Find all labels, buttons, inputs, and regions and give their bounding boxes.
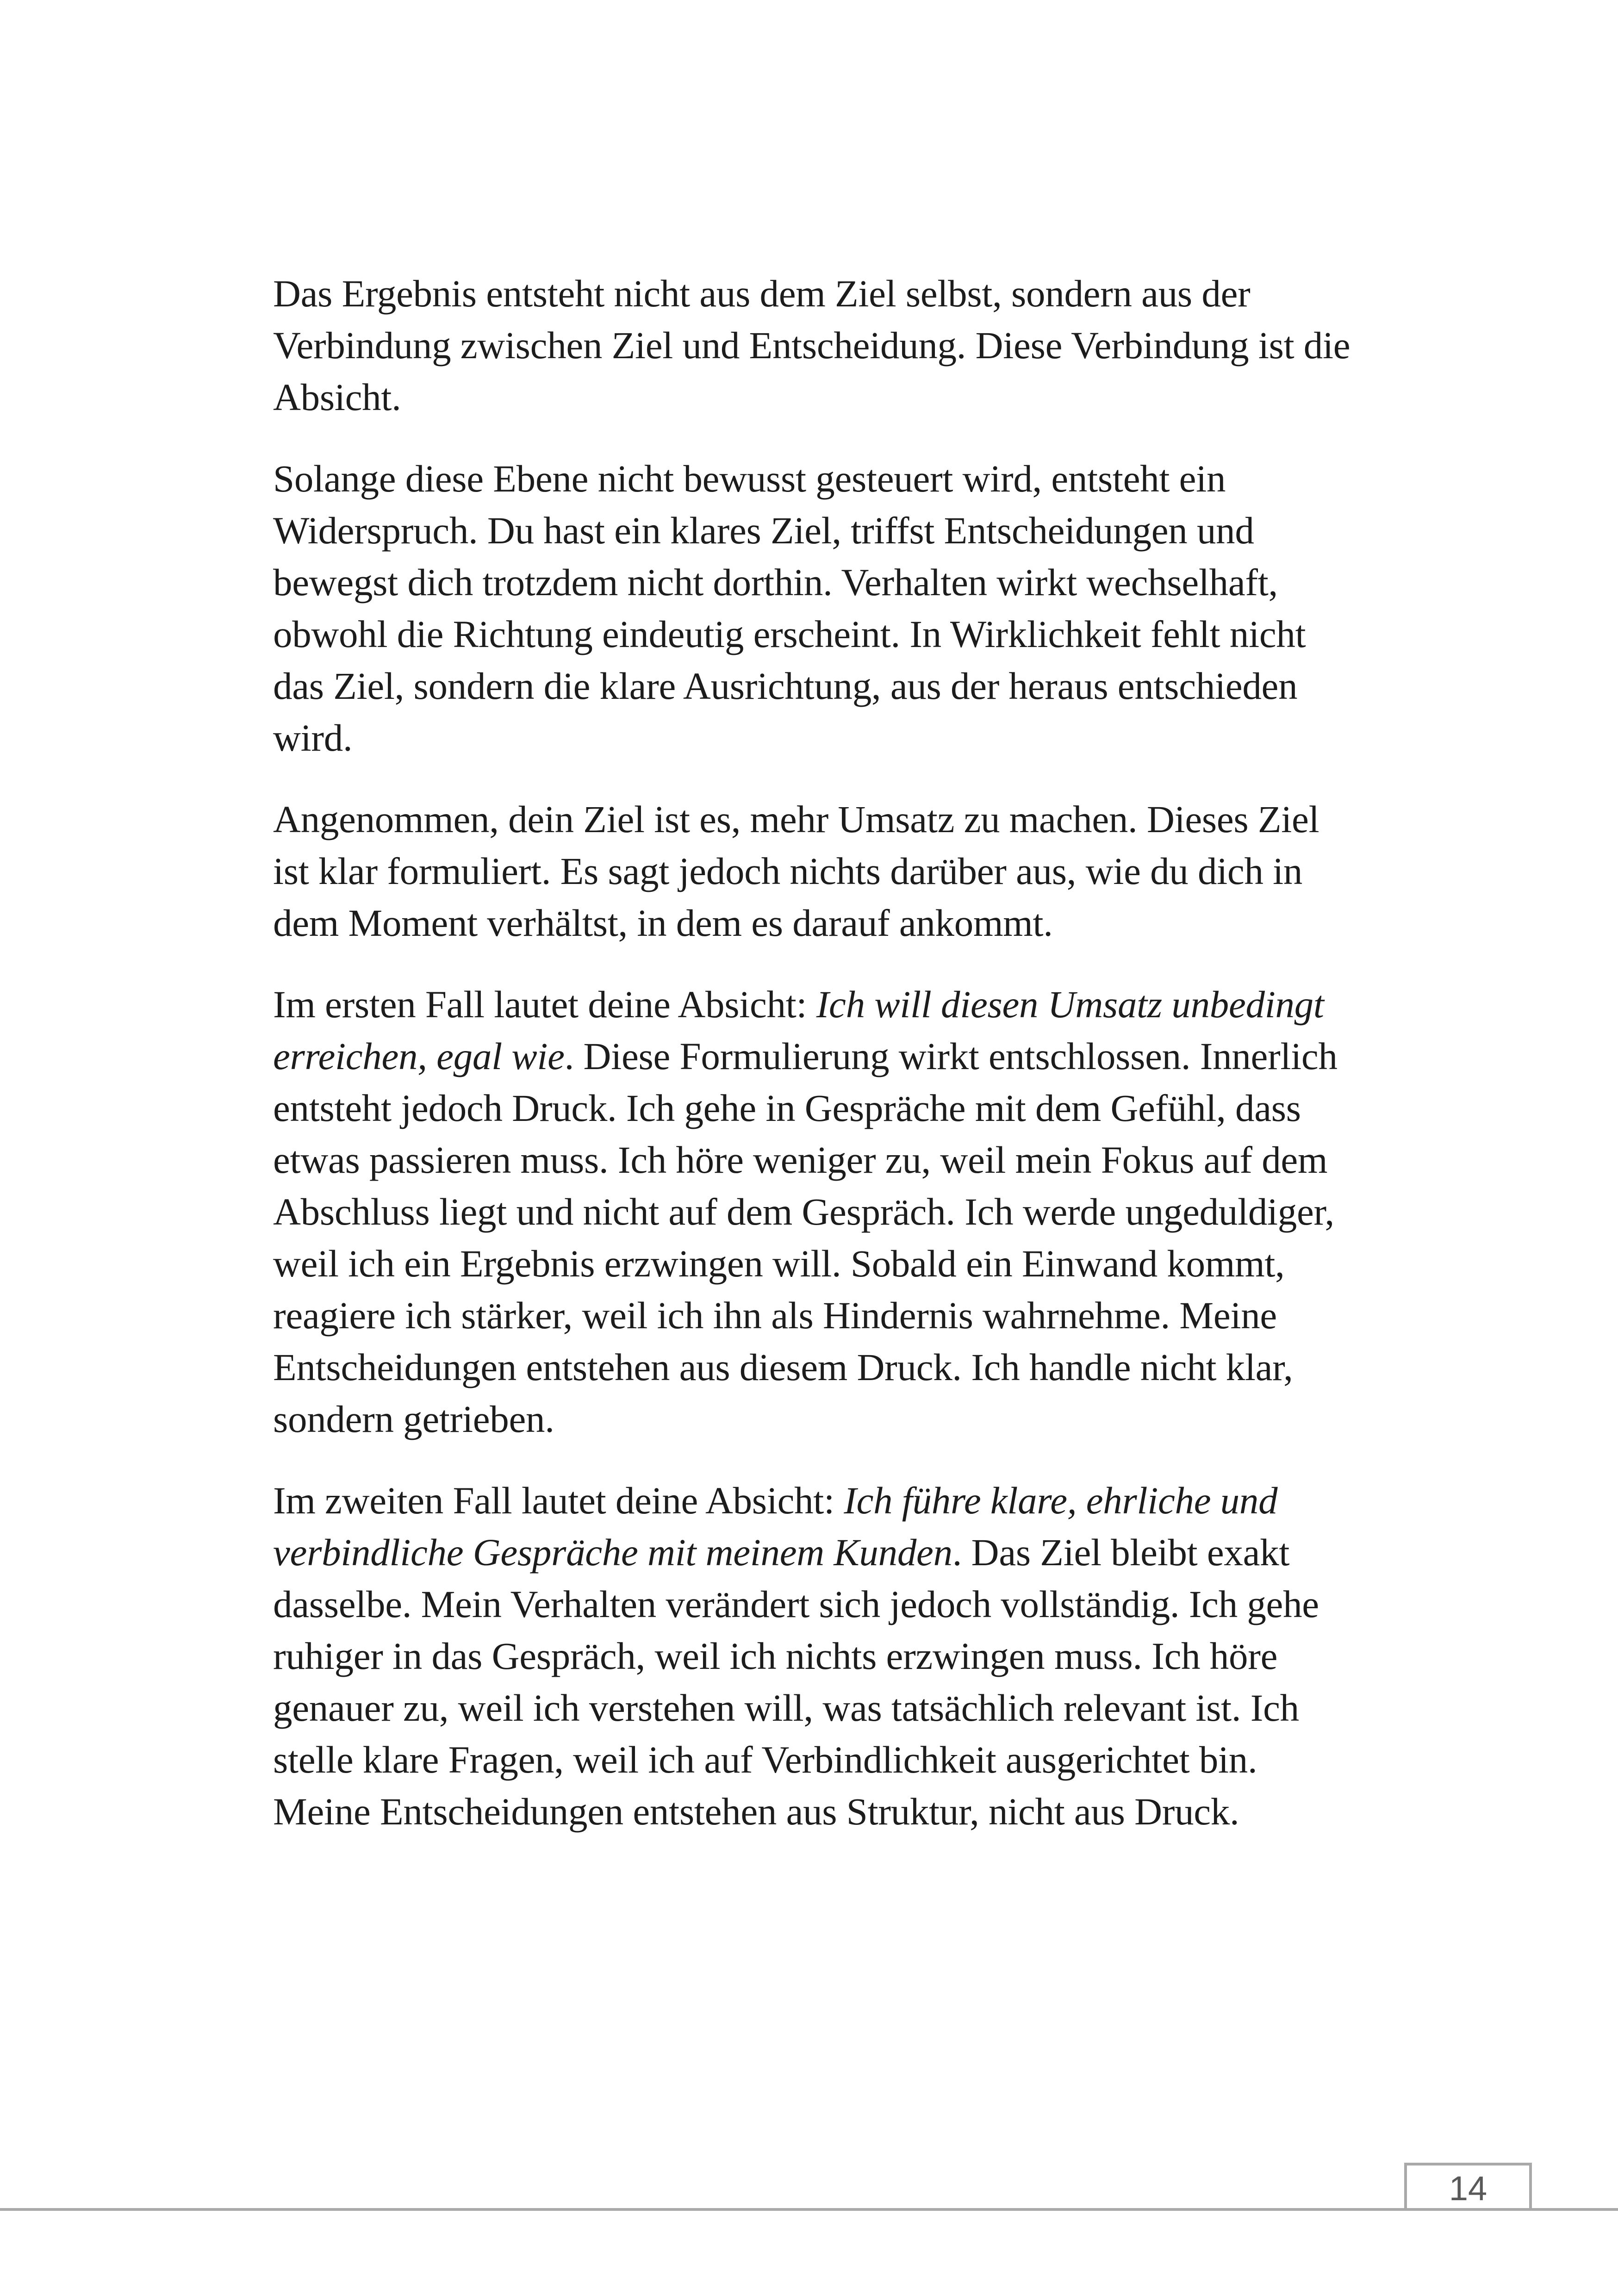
paragraph-2 xyxy=(273,453,1351,764)
page-number: 14 xyxy=(1449,2169,1487,2208)
paragraph-5-body: . Das Ziel bleibt exakt dasselbe. Mein Verhalten verändert sich jedoch vollständig. Ich gehe ruhiger in das Gespräch, weil ich nichts erzwingen muss. Ich höre genauer zu, weil ich verstehen will, was tatsächlich relevant ist. Ich stelle klare Fragen, weil ich auf Verbindlichkeit ausgerichtet bin. Meine Entscheidungen entstehen aus Struktur, nicht aus Druck. xyxy=(273,1531,1319,1833)
paragraph-4-intro: Im ersten Fall lautet deine Absicht: xyxy=(273,983,816,1026)
paragraph-2-text: Solange diese Ebene nicht bewusst gesteuert wird, entsteht ein Widerspruch. Du hast ein klares Ziel, triffst Entscheidungen und bewegst dich trotzdem nicht dorthin. Verhalten wirkt wechselhaft, obwohl die Richtung eindeutig erscheint. In Wirklichkeit fehlt nicht das Ziel, sondern die klare Ausrichtung, aus der heraus entschieden wird. xyxy=(273,457,1306,759)
paragraph-1 xyxy=(273,268,1351,423)
paragraph-5-intention-italic: Ich führe klare, ehrliche und verbindliche Gespräche mit meinem Kunden xyxy=(273,1479,1278,1574)
page-number-box xyxy=(1404,2163,1532,2208)
paragraph-5 xyxy=(273,1475,1351,1837)
footer-rule xyxy=(0,2208,1618,2211)
body-text xyxy=(273,268,1351,1837)
paragraph-3 xyxy=(273,793,1351,949)
paragraph-1-text: Das Ergebnis entsteht nicht aus dem Ziel selbst, sondern aus der Verbindung zwischen Ziel und Entscheidung. Diese Verbindung ist die Absicht. xyxy=(273,272,1350,418)
paragraph-4-body: . Diese Formulierung wirkt entschlossen. Innerlich entsteht jedoch Druck. Ich gehe in Gespräche mit dem Gefühl, dass etwas passieren muss. Ich höre weniger zu, weil mein Fokus auf dem Abschluss liegt und nicht auf dem Gespräch. Ich werde ungeduldiger, weil ich ein Ergebnis erzwingen will. Sobald ein Einwand kommt, reagiere ich stärker, weil ich ihn als Hindernis wahrnehme. Meine Entscheidungen entstehen aus diesem Druck. Ich handle nicht klar, sondern getrieben. xyxy=(273,1035,1338,1440)
paragraph-4-intention-italic: Ich will diesen Umsatz unbedingt erreichen, egal wie xyxy=(273,983,1324,1077)
paragraph-4 xyxy=(273,978,1351,1445)
paragraph-3-text: Angenommen, dein Ziel ist es, mehr Umsatz zu machen. Dieses Ziel ist klar formuliert. Es sagt jedoch nichts darüber aus, wie du dich in dem Moment verhältst, in dem es darauf ankommt. xyxy=(273,798,1319,944)
paragraph-5-intro: Im zweiten Fall lautet deine Absicht: xyxy=(273,1479,844,1522)
